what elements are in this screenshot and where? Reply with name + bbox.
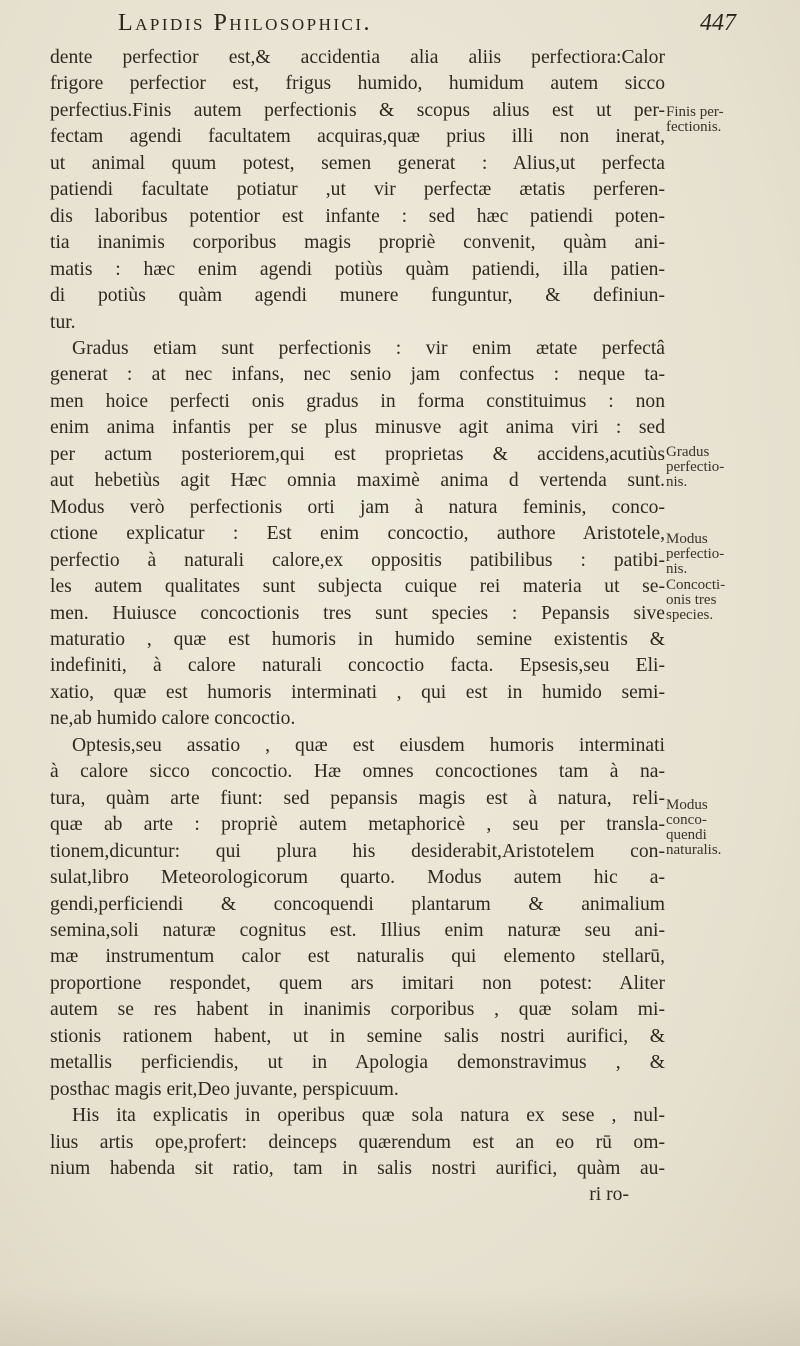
text-line: generat : at nec infans, nec senio jam confectus : neque ta- xyxy=(50,364,665,386)
text-line: tur. xyxy=(50,311,76,333)
text-line: dis laboribus potentior est infante : sed hæc patiendi poten- xyxy=(50,205,665,227)
margin-note-line: perfectio- xyxy=(666,546,725,562)
margin-note-line: Finis per- xyxy=(666,104,724,120)
text-line: stionis rationem habent, ut in semine salis nostri aurifici, & xyxy=(50,1025,665,1047)
margin-note-line: quendi xyxy=(666,827,707,843)
text-line: tionem,dicuntur: qui plura his desiderabit,Aristotelem con- xyxy=(50,840,665,862)
text-line: perfectio à naturali calore,ex oppositis patibilibus : patibi- xyxy=(50,549,665,571)
text-line: à calore sicco concoctio. Hæ omnes concoctiones tam à na- xyxy=(50,761,665,783)
text-line: di potiùs quàm agendi munere funguntur, & definiun- xyxy=(50,285,665,307)
text-line: men hoice perfecti onis gradus in forma constituimus : non xyxy=(50,390,665,412)
text-line: aut hebetiùs agit Hæc omnia maximè anima d vertenda sunt. xyxy=(50,470,665,492)
text-line: tia inanimis corporibus magis propriè convenit, quàm ani- xyxy=(50,232,665,254)
margin-note-line: onis tres xyxy=(666,592,717,608)
text-line: patiendi facultate potiatur ,ut vir perfectæ ætatis perferen- xyxy=(50,179,665,201)
text-line: quæ ab arte : propriè autem metaphoricè , seu per transla- xyxy=(50,814,665,836)
page-number: 447 xyxy=(700,10,736,36)
running-title: Lapidis Philosophici. xyxy=(118,10,373,36)
text-line: ne,ab humido calore concoctio. xyxy=(50,708,296,730)
text-line: fectam agendi facultatem acquiras,quæ prius illi non inerat, xyxy=(50,126,665,148)
margin-note-line: naturalis. xyxy=(666,842,722,858)
text-line: semina,soli naturæ cognitus est. Illius enim naturæ seu ani- xyxy=(50,919,665,941)
margin-note xyxy=(666,445,724,490)
margin-note-line: Concocti- xyxy=(666,577,726,593)
margin-note-line: fectionis. xyxy=(666,119,722,135)
text-line: lius artis ope,profert: deinceps quærendum est an eo rū om- xyxy=(50,1131,665,1153)
text-line: maturatio , quæ est humoris in humido semine existentis & xyxy=(50,628,665,650)
margin-note-line: Gradus xyxy=(666,444,710,460)
page-header xyxy=(0,10,800,44)
margin-note-line: conco- xyxy=(666,812,707,828)
page-shadow xyxy=(0,1286,800,1346)
text-line: His ita explicatis in operibus quæ sola natura ex sese , nul- xyxy=(72,1105,665,1127)
text-line: proportione respondet, quem ars imitari non potest: Aliter xyxy=(50,972,665,994)
margin-note-line: nis. xyxy=(666,561,688,577)
text-line: per actum posteriorem,qui est proprietas & accidens,acutiùs xyxy=(50,443,665,465)
text-line: ri ro- xyxy=(589,1184,629,1206)
text-line: gendi,perficiendi & concoquendi plantarum & animalium xyxy=(50,893,665,915)
text-line: men. Huiusce concoctionis tres sunt species : Pepansis sive xyxy=(50,602,665,624)
margin-note-line: perfectio- xyxy=(666,459,725,475)
margin-note-line: Modus xyxy=(666,797,708,813)
margin-note xyxy=(666,798,721,858)
text-line: frigore perfectior est, frigus humido, humidum autem sicco xyxy=(50,73,665,95)
text-line: dente perfectior est,& accidentia alia aliis perfectiora:Calor xyxy=(50,47,665,68)
text-line: les autem qualitates sunt subjecta cuique rei materia ut se- xyxy=(50,576,665,598)
text-line: enim anima infantis per se plus minusve agit anima viri : sed xyxy=(50,417,665,439)
margin-note xyxy=(666,105,724,135)
text-line: Modus verò perfectionis orti jam à natura feminis, conco- xyxy=(50,496,665,518)
text-line: matis : hæc enim agendi potiùs quàm patiendi, illa patien- xyxy=(50,258,665,280)
margin-note-line: Modus xyxy=(666,531,708,547)
text-line: Optesis,seu assatio , quæ est eiusdem humoris interminati xyxy=(72,734,665,756)
text-line: nium habenda sit ratio, tam in salis nostri aurifici, quàm au- xyxy=(50,1158,665,1180)
text-line: Gradus etiam sunt perfectionis : vir enim ætate perfectâ xyxy=(72,337,665,359)
text-line: posthac magis erit,Deo juvante, perspicuum. xyxy=(50,1078,399,1100)
text-line: perfectius.Finis autem perfectionis & scopus alius est ut per- xyxy=(50,99,665,121)
margin-note-line: nis. xyxy=(666,474,688,490)
margin-note xyxy=(666,532,724,577)
text-line: metallis perficiendis, ut in Apologia demonstravimus , & xyxy=(50,1052,665,1074)
text-line: tura, quàm arte fiunt: sed pepansis magis est à natura, reli- xyxy=(50,787,665,809)
text-line: ctione explicatur : Est enim concoctio, authore Aristotele, xyxy=(50,523,665,545)
text-line: mæ instrumentum calor est naturalis qui elemento stellarū, xyxy=(50,946,665,968)
text-line: ut animal quum potest, semen generat : Alius,ut perfecta xyxy=(50,152,665,174)
margin-note-line: species. xyxy=(666,607,714,623)
margin-note xyxy=(666,578,725,623)
body-text xyxy=(50,45,665,1209)
text-line: indefiniti, à calore naturali concoctio facta. Epsesis,seu Eli- xyxy=(50,655,665,677)
text-line: sulat,libro Meteorologicorum quarto. Modus autem hic a- xyxy=(50,867,665,889)
text-line: xatio, quæ est humoris interminati , qui est in humido semi- xyxy=(50,681,665,703)
text-line: autem se res habent in inanimis corporibus , quæ solam mi- xyxy=(50,999,665,1021)
